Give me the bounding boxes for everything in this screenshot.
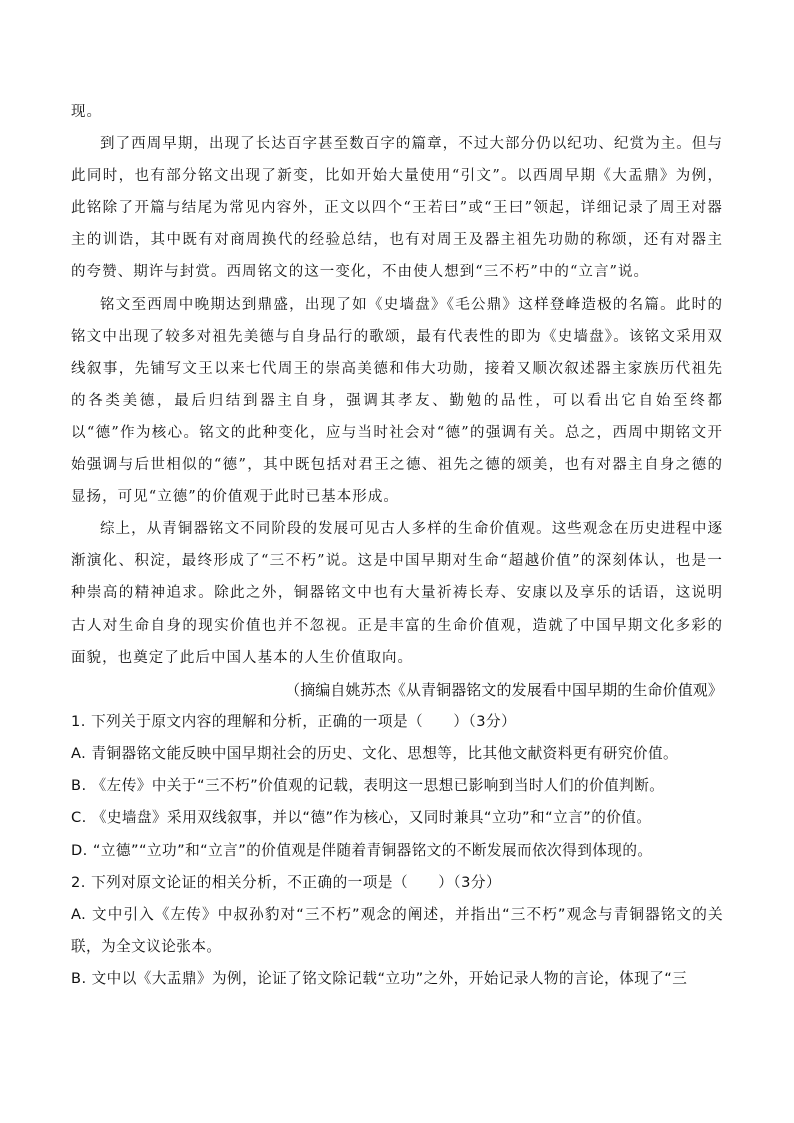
question-2 bbox=[71, 867, 723, 996]
question-list bbox=[71, 706, 723, 996]
option-b: B. 《左传》中关于“三不朽”价值观的记载，表明这一思想已影响到当时人们的价值判断。 bbox=[71, 777, 665, 795]
question-stem: 2. 下列对原文论证的相关分析，不正确的一项是（ ）（3分） bbox=[71, 873, 502, 891]
question-stem: 1. 下列关于原文内容的理解和分析，正确的一项是（ ）（3分） bbox=[71, 712, 517, 730]
article-paragraph-continuation: 现。 bbox=[71, 104, 103, 120]
option-b: B. 文中以《大盂鼎》为例，论证了铭文除记载“立功”之外，开始记录人物的言论，体现了“三 bbox=[71, 970, 688, 988]
option-a: A. 青铜器铭文能反映中国早期社会的历史、文化、思想等，比其他文献资料更有研究价值。 bbox=[71, 744, 679, 762]
option-a: A. 文中引入《左传》中叔孙豹对“三不朽”观念的阐述，并指出“三不朽”观念与青铜器铭文的关联，为全文议论张本。 bbox=[71, 905, 723, 956]
article-source: （摘编自姚苏杰《从青铜器铭文的发展看中国早期的生命价值观》 bbox=[285, 680, 723, 699]
question-1 bbox=[71, 706, 723, 867]
article-body bbox=[71, 96, 723, 674]
option-c: C. 《史墙盘》采用双线叙事，并以“德”作为核心，又同时兼具“立功”和“立言”的价值。 bbox=[71, 809, 652, 827]
article-paragraph-western-zhou-middle-late: 铭文至西周中晚期达到鼎盛，出现了如《史墙盘》《毛公鼎》这样登峰造极的名篇。此时的铭文中出现了较多对祖先美德与自身品行的歌颂，最有代表性的即为《史墙盘》。该铭文采用双线叙事，先铺写文王以来七代周王的崇高美德和伟大功勋，接着又顺次叙述器主家族历代祖先的各类美德，最后归结到器主自身，强调其孝友、勤勉的品性，可以看出它自始至终都以“德”作为核心。铭文的此种变化，应与当时社会对“德”的强调有关。总之，西周中期铭文开始强调与后世相似的“德”，其中既包括对君王之德、祖先之德的颂美，也有对器主自身之德的显扬，可见“立德”的价值观于此时已基本形成。 bbox=[71, 296, 723, 506]
option-d: D. “立德”“立功”和“立言”的价值观是伴随着青铜器铭文的不断发展而依次得到体现的。 bbox=[71, 841, 653, 859]
article-paragraph-conclusion: 综上，从青铜器铭文不同阶段的发展可见古人多样的生命价值观。这些观念在历史进程中逐渐演化、积淀，最终形成了“三不朽”说。这是中国早期对生命“超越价值”的深刻体认，也是一种崇高的精神追求。除此之外，铜器铭文中也有大量祈祷长寿、安康以及享乐的话语，这说明古人对生命自身的现实价值也并不忽视。正是丰富的生命价值观，造就了中国早期文化多彩的面貌，也奠定了此后中国人基本的人生价值取向。 bbox=[71, 521, 723, 666]
article-paragraph-western-zhou-early: 到了西周早期，出现了长达百字甚至数百字的篇章，不过大部分仍以纪功、纪赏为主。但与此同时，也有部分铭文出现了新变，比如开始大量使用“引文”。以西周早期《大盂鼎》为例，此铭除了开篇与结尾为常见内容外，正文以四个“王若曰”或“王曰”领起，详细记录了周王对器主的训诰，其中既有对商周换代的经验总结，也有对周王及器主祖先功勋的称颂，还有对器主的夸赞、期许与封赏。西周铭文的这一变化，不由使人想到“三不朽”中的“立言”说。 bbox=[71, 136, 723, 281]
